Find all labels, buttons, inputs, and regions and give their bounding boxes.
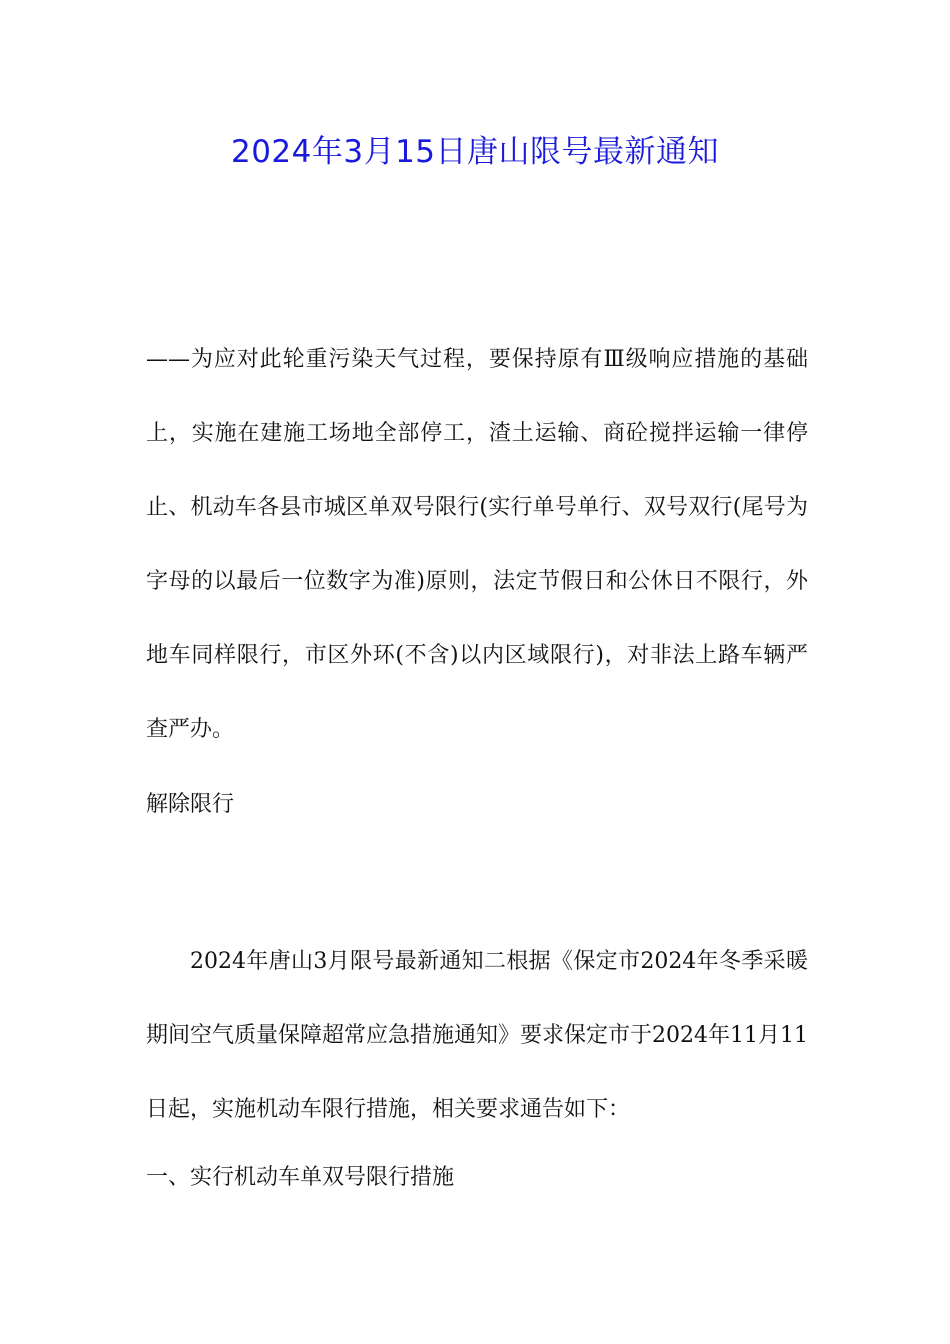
paragraph-restriction-measures: ——为应对此轮重污染天气过程，要保持原有Ⅲ级响应措施的基础上，实施在建施工场地全部停工，渣土运输、商砼搅拌运输一律停止、机动车各县市城区单双号限行(实行单号单行、双号双行(尾号为字母的以最后一位数字为准)原则，法定节假日和公休日不限行，外地车同样限行，市区外环(不含)以内区域限行)，对非法上路车辆严查严办。 (146, 347, 808, 742)
paragraph-notice-two: 2024年唐山3月限号最新通知二根据《保定市2024年冬季采暖期间空气质量保障超常应急措施通知》要求保定市于2024年11月11日起，实施机动车限行措施，相关要求通告如下： (146, 949, 808, 1122)
section-heading-one: 一、实行机动车单双号限行措施 (146, 1165, 455, 1190)
paragraph-lift-restriction: 解除限行 (146, 792, 235, 817)
document-title: 2024年3月15日唐山限号最新通知 (230, 134, 720, 170)
